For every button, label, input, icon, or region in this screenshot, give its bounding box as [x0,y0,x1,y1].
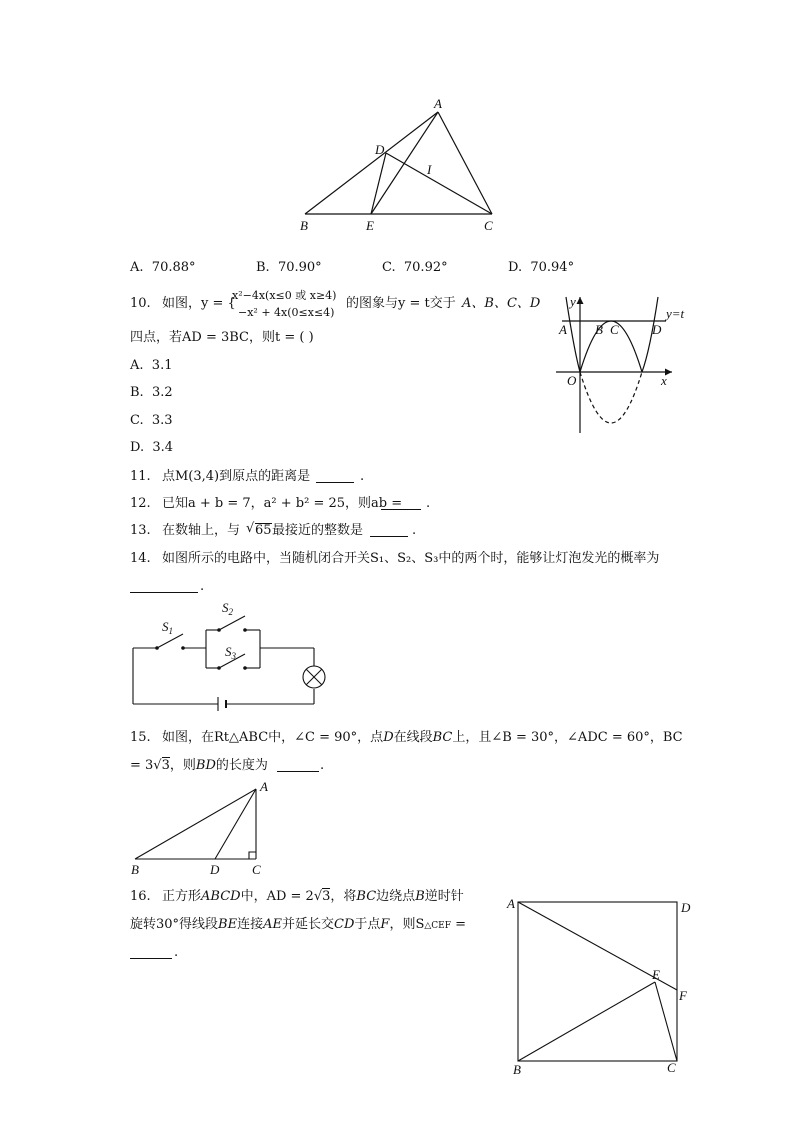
label-E: E [366,218,374,233]
q10-points: A、B、C、D [462,296,541,311]
q10-piece1: x²−4x(x≤0 或 x≥4) [232,289,337,302]
q15-end: . [320,758,325,773]
q12-text: 已知a + b = 7，a² + b² = 25，则ab = [162,496,403,511]
label-B: B [300,218,308,233]
graph-C-label: C [610,322,619,337]
q9-option-a[interactable]: A. 70.88° [130,260,196,275]
radical-icon: √ [153,758,162,773]
q15-number: 15. [130,730,151,745]
graph-B-label: B [595,322,603,337]
label-A: A [434,96,442,111]
q11-end: . [360,469,365,484]
q10-text-b: 的图象与y = t交于 [346,296,456,311]
label-B: B [513,1062,521,1077]
radical-icon: √ [313,889,323,904]
graph-origin-label: O [567,373,577,388]
q14-number: 14. [130,551,151,566]
graph-y-label: y [570,294,576,309]
q13-text-b: 最接近的整数是 [272,523,364,538]
label-D: D [681,900,691,915]
label-C: C [484,218,493,233]
graph-D-label: D [652,322,662,337]
switch-s1-label: $S_1$ [162,619,173,636]
q10-line2: 四点，若AD = 3BC，则t = ( ) [130,330,314,345]
q16-line2: 旋转30°得线段BE连接AE并延长交CD于点F，则S△CEF = [130,917,466,932]
label-B: B [131,862,139,877]
q10-number: 10. [130,296,151,311]
q15-line1: 如图，在Rt△ABC中，∠C = 90°，点D在线段BC上，且∠B = 30°，∠ADC = 60°，BC [162,730,683,745]
radical-icon: √ [246,521,255,536]
q10-option-c[interactable]: C. 3.3 [130,413,173,428]
q10-option-b[interactable]: B. 3.2 [130,385,173,400]
label-C: C [667,1060,676,1075]
q13-radicand: 65 [255,523,272,538]
label-E: E [652,967,660,982]
q11-text: 点M(3,4)到原点的距离是 [162,469,311,484]
q13-text-a: 在数轴上，与 [162,523,241,538]
q14-end: . [200,579,205,594]
q13-number: 13. [130,523,151,538]
q10-text-a: 如图，y = { [162,296,236,311]
q10-option-d[interactable]: D. 3.4 [130,440,174,455]
label-D: D [210,862,220,877]
q16-line1: 正方形ABCD中，AD = 2√3，将BC边绕点B逆时针 [162,889,464,904]
q16-number: 16. [130,889,151,904]
graph-line-label: y=t [666,306,685,321]
q10-option-a[interactable]: A. 3.1 [130,358,173,373]
q14-text: 如图所示的电路中，当随机闭合开关S₁、S₂、S₃中的两个时，能够让灯泡发光的概率为 [162,551,660,566]
label-A: A [507,896,515,911]
q11-number: 11. [130,469,151,484]
switch-s3-label: $S_3$ [225,644,236,661]
q9-option-d[interactable]: D. 70.94° [508,260,575,275]
q13-end: . [412,523,417,538]
q12-end: . [426,496,431,511]
q9-option-c[interactable]: C. 70.92° [382,260,448,275]
q9-option-b[interactable]: B. 70.90° [256,260,322,275]
label-I: I [427,162,432,177]
label-C: C [252,862,261,877]
q16-end: . [174,945,179,960]
label-F: F [679,988,687,1003]
graph-x-label: x [661,373,667,388]
q10-piece2: −x² + 4x(0≤x≤4) [238,306,335,319]
label-D: D [375,142,385,157]
switch-s2-label: $S_2$ [222,600,233,617]
q15-line2: = 3√3，则BD的长度为 [130,758,268,773]
label-A: A [260,779,268,794]
graph-A-label: A [559,322,567,337]
q12-number: 12. [130,496,151,511]
